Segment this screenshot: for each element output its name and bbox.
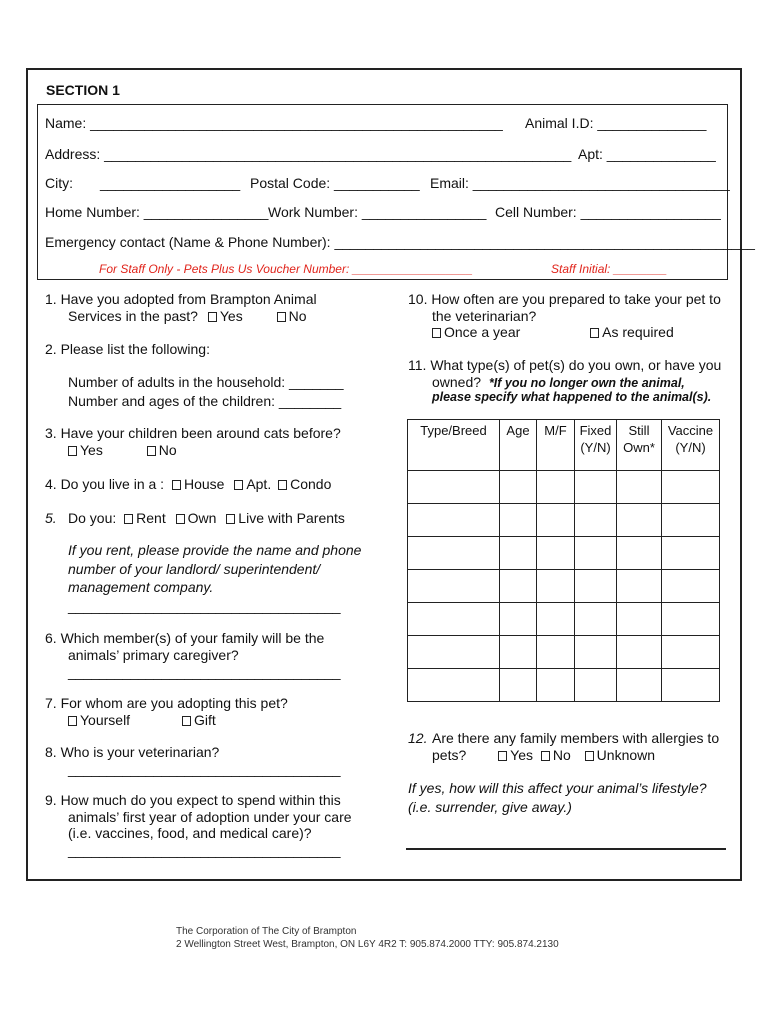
q5-parents-label: Live with Parents	[238, 510, 345, 526]
q2-text: 2. Please list the following:	[45, 341, 210, 357]
q5-number: 5.	[45, 510, 57, 526]
table-cell[interactable]	[537, 537, 575, 570]
table-cell[interactable]	[500, 471, 537, 504]
q12-number: 12.	[408, 730, 428, 746]
q4-text: 4. Do you live in a :	[45, 476, 165, 492]
staff-initial-field[interactable]: Staff Initial: ________	[551, 262, 668, 276]
q4-apt-option[interactable]	[234, 476, 271, 492]
q12-answer-line[interactable]	[406, 848, 726, 850]
header-still-own	[617, 420, 662, 471]
table-cell[interactable]	[575, 471, 617, 504]
staff-voucher-field[interactable]: For Staff Only - Pets Plus Us Voucher Number: __________________	[99, 262, 473, 276]
table-cell[interactable]	[408, 636, 500, 669]
q2-adults-field[interactable]: Number of adults in the household: _______	[68, 374, 344, 390]
q1-text-2	[68, 308, 307, 324]
home-number-field[interactable]: Home Number: ________________	[45, 204, 269, 220]
q3-yes-option[interactable]	[68, 442, 103, 458]
q10-text: 10. How often are you prepared to take your pet to	[408, 291, 721, 307]
q11-row-2	[432, 374, 685, 390]
table-cell[interactable]	[500, 570, 537, 603]
q5-text: Do you:	[68, 510, 117, 526]
table-cell[interactable]	[537, 471, 575, 504]
name-field[interactable]: Name: _____________________________________________________	[45, 115, 503, 131]
q12-text: Are there any family members with allergies to	[432, 730, 720, 746]
table-cell[interactable]	[408, 537, 500, 570]
table-cell[interactable]	[575, 504, 617, 537]
checkbox-icon[interactable]	[277, 312, 286, 322]
q1-yes-label: Yes	[219, 308, 243, 324]
q7-yourself-option[interactable]	[68, 712, 130, 728]
table-cell[interactable]	[408, 669, 500, 702]
header-sublabel: (Y/N)	[580, 440, 611, 455]
postal-code-field[interactable]: Postal Code: ___________	[250, 175, 420, 191]
header-label: Type/Breed	[420, 423, 487, 438]
table-cell[interactable]	[662, 471, 720, 504]
q1-text: 1. Have you adopted from Brampton Animal	[45, 291, 317, 307]
checkbox-icon[interactable]	[182, 716, 191, 726]
table-cell[interactable]	[575, 603, 617, 636]
table-header-row	[408, 420, 720, 471]
table-cell[interactable]	[408, 603, 500, 636]
checkbox-icon[interactable]	[68, 446, 77, 456]
email-field[interactable]: Email: _________________________________	[430, 175, 730, 191]
checkbox-icon[interactable]	[234, 480, 243, 490]
q3-options	[68, 442, 177, 458]
q9-text-3: (i.e. vaccines, food, and medical care)?	[68, 825, 312, 841]
table-cell[interactable]	[617, 504, 662, 537]
table-cell[interactable]	[500, 636, 537, 669]
q5-answer-field[interactable]: ___________________________________	[68, 598, 341, 614]
q4-row	[45, 476, 331, 492]
checkbox-icon[interactable]	[68, 716, 77, 726]
q5-rent-label: Rent	[136, 510, 166, 526]
q9-answer-field[interactable]: ___________________________________	[68, 842, 341, 858]
table-cell[interactable]	[617, 669, 662, 702]
cell-number-field[interactable]: Cell Number: __________________	[495, 204, 721, 220]
table-cell[interactable]	[617, 570, 662, 603]
table-cell[interactable]	[500, 537, 537, 570]
q11-note-1: *If you no longer own the animal,	[488, 376, 685, 390]
q1-no-option[interactable]	[277, 308, 307, 324]
q3-text: 3. Have your children been around cats before?	[45, 425, 341, 441]
q10-once-option[interactable]	[432, 324, 520, 340]
checkbox-icon[interactable]	[541, 751, 550, 761]
header-age	[500, 420, 537, 471]
table-cell[interactable]	[408, 570, 500, 603]
table-cell[interactable]	[617, 636, 662, 669]
table-row	[408, 504, 720, 537]
checkbox-icon[interactable]	[498, 751, 507, 761]
q6-answer-field[interactable]: ___________________________________	[68, 664, 341, 680]
q8-answer-field[interactable]: ___________________________________	[68, 761, 341, 777]
header-label: Vaccine	[667, 423, 714, 438]
q3-no-label: No	[158, 442, 177, 458]
checkbox-icon[interactable]	[432, 328, 441, 338]
q11-note-2: please specify what happened to the animal(s).	[432, 390, 712, 404]
header-label: Still	[628, 423, 650, 438]
footer-org: The Corporation of The City of Brampton	[176, 926, 357, 937]
checkbox-icon[interactable]	[590, 328, 599, 338]
q6-text: 6. Which member(s) of your family will be the	[45, 630, 325, 646]
q7-text: 7. For whom are you adopting this pet?	[45, 695, 288, 711]
table-cell[interactable]	[408, 471, 500, 504]
checkbox-icon[interactable]	[278, 480, 287, 490]
footer-address: 2 Wellington Street West, Brampton, ON L6Y 4R2 T: 905.874.2000 TTY: 905.874.2130	[176, 939, 559, 950]
q1-yes-option[interactable]	[208, 308, 243, 324]
table-cell[interactable]	[500, 504, 537, 537]
table-cell[interactable]	[537, 570, 575, 603]
table-cell[interactable]	[662, 636, 720, 669]
table-cell[interactable]	[617, 471, 662, 504]
city-label: City:	[45, 175, 73, 191]
q5-own-label: Own	[187, 510, 217, 526]
q4-condo-option[interactable]	[278, 476, 331, 492]
animal-id-field[interactable]: Animal I.D: ______________	[525, 115, 707, 131]
table-cell[interactable]	[537, 603, 575, 636]
table-cell[interactable]	[662, 603, 720, 636]
q9-text-2: animals’ first year of adoption under your care	[68, 809, 352, 825]
table-cell[interactable]	[408, 504, 500, 537]
table-row	[408, 603, 720, 636]
q12-row-2	[432, 747, 655, 763]
q10-required-label: As required	[602, 324, 674, 340]
table-cell[interactable]	[662, 504, 720, 537]
q5-note-3: management company.	[68, 579, 214, 595]
table-cell[interactable]	[617, 537, 662, 570]
checkbox-icon[interactable]	[208, 312, 217, 322]
q1-question: Services in the past?	[68, 308, 198, 324]
q7-options	[68, 712, 216, 728]
header-sublabel: Own*	[623, 440, 655, 455]
q7-gift-label: Gift	[193, 712, 216, 728]
section-title: SECTION 1	[46, 82, 120, 98]
q5-rent-option[interactable]	[124, 510, 166, 526]
checkbox-icon[interactable]	[124, 514, 133, 524]
q3-yes-label: Yes	[80, 442, 103, 458]
q11-text: 11. What type(s) of pet(s) do you own, or have you	[408, 357, 722, 373]
q5-note-2: number of your landlord/ superintendent/	[68, 561, 321, 577]
header-label: M/F	[544, 423, 567, 438]
q7-gift-option[interactable]	[182, 712, 216, 728]
q5-note-1: If you rent, please provide the name and phone	[68, 542, 362, 558]
q12-yes-label: Yes	[510, 747, 533, 763]
header-sublabel: (Y/N)	[675, 440, 706, 455]
q12-yes-option[interactable]	[498, 747, 533, 763]
q4-apt-label: Apt.	[246, 476, 272, 492]
q10-text-2: the veterinarian?	[432, 308, 537, 324]
header-mf	[537, 420, 575, 471]
header-label: Age	[506, 423, 530, 438]
q3-no-option[interactable]	[147, 442, 177, 458]
q12-unknown-label: Unknown	[596, 747, 656, 763]
table-row	[408, 636, 720, 669]
q4-house-label: House	[183, 476, 225, 492]
q12-note-2: (i.e. surrender, give away.)	[408, 799, 572, 815]
table-cell[interactable]	[662, 669, 720, 702]
checkbox-icon[interactable]	[172, 480, 181, 490]
table-row	[408, 537, 720, 570]
q9-text: 9. How much do you expect to spend within this	[45, 792, 341, 808]
q5-parents-option[interactable]	[226, 510, 345, 526]
table-cell[interactable]	[537, 669, 575, 702]
table-row	[408, 570, 720, 603]
table-cell[interactable]	[575, 537, 617, 570]
q10-required-option[interactable]	[590, 324, 674, 340]
apt-field[interactable]: Apt: ______________	[578, 146, 716, 162]
table-cell[interactable]	[500, 603, 537, 636]
emergency-contact-field[interactable]: Emergency contact (Name & Phone Number): ______________________________________________________	[45, 234, 755, 250]
checkbox-icon[interactable]	[226, 514, 235, 524]
q5-row	[68, 510, 345, 526]
city-field[interactable]: __________________	[100, 175, 241, 191]
q12-no-label: No	[552, 747, 571, 763]
q10-once-label: Once a year	[444, 324, 521, 340]
table-cell[interactable]	[662, 570, 720, 603]
address-field[interactable]: Address: ____________________________________________________________	[45, 146, 572, 162]
q12-note-1: If yes, how will this affect your animal’s lifestyle?	[408, 780, 707, 796]
table-cell[interactable]	[575, 636, 617, 669]
q12-unknown-option[interactable]	[585, 747, 655, 763]
q2-children-field[interactable]: Number and ages of the children: ________	[68, 393, 342, 409]
checkbox-icon[interactable]	[176, 514, 185, 524]
q5-own-option[interactable]	[176, 510, 217, 526]
checkbox-icon[interactable]	[147, 446, 156, 456]
header-fixed	[575, 420, 617, 471]
q7-yourself-label: Yourself	[80, 712, 131, 728]
q4-house-option[interactable]	[172, 476, 224, 492]
q6-text-2: animals’ primary caregiver?	[68, 647, 239, 663]
header-type-breed	[408, 420, 500, 471]
work-number-field[interactable]: Work Number: ________________	[268, 204, 487, 220]
table-cell[interactable]	[500, 669, 537, 702]
q4-condo-label: Condo	[290, 476, 332, 492]
table-cell[interactable]	[537, 636, 575, 669]
q1-no-label: No	[288, 308, 307, 324]
table-cell[interactable]	[575, 669, 617, 702]
q8-text: 8. Who is your veterinarian?	[45, 744, 220, 760]
table-cell[interactable]	[537, 504, 575, 537]
q12-text-2: pets?	[432, 747, 467, 763]
table-cell[interactable]	[617, 603, 662, 636]
q10-options	[432, 324, 674, 340]
q12-no-option[interactable]	[541, 747, 571, 763]
table-cell[interactable]	[662, 537, 720, 570]
table-cell[interactable]	[575, 570, 617, 603]
table-row	[408, 669, 720, 702]
header-label: Fixed	[579, 423, 612, 438]
header-vaccine	[662, 420, 720, 471]
pets-table	[407, 419, 720, 702]
q11-text-2: owned?	[432, 374, 482, 390]
checkbox-icon[interactable]	[585, 751, 594, 761]
table-row	[408, 471, 720, 504]
